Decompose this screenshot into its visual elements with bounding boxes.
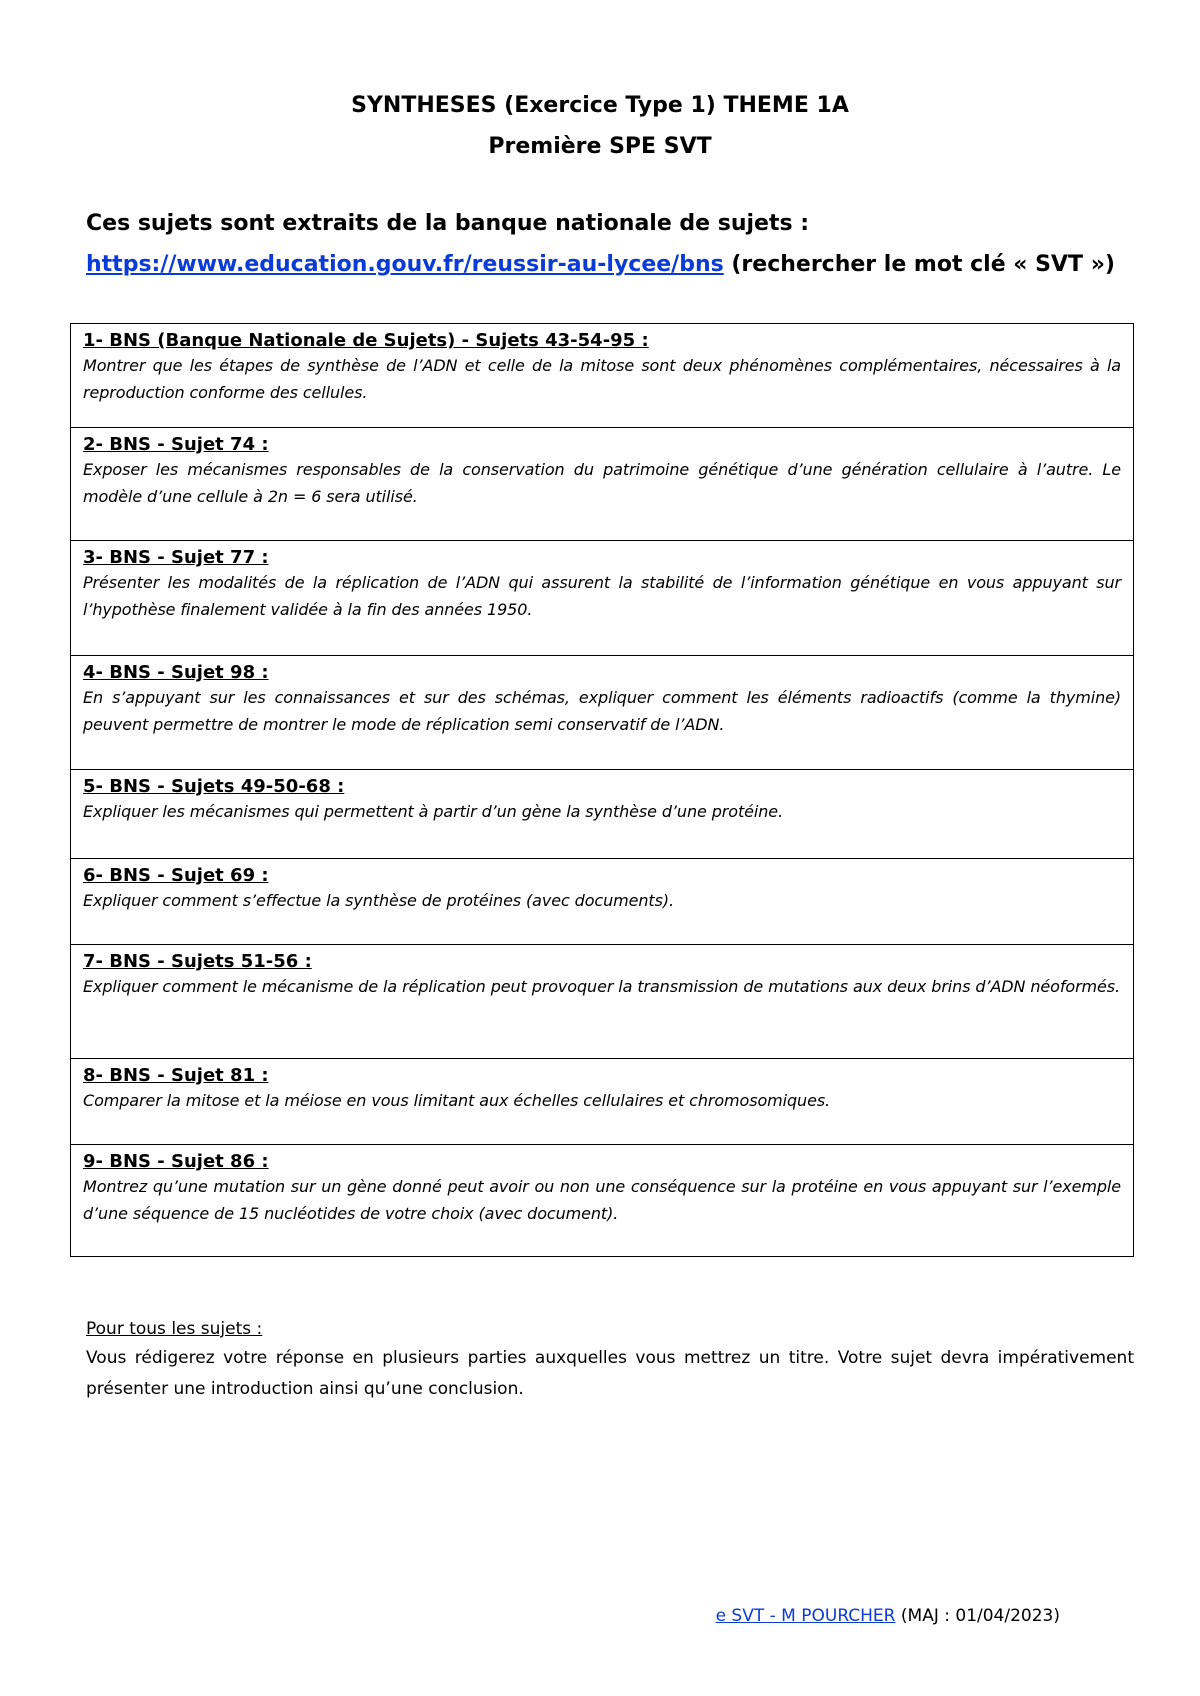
update-date: (MAJ : 01/04/2023)	[895, 1606, 1060, 1626]
subject-text: Présenter les modalités de la réplication de l’ADN qui assurent la stabilité de l’information génétique en vous appuyant sur l’hypothèse finalement validée à la fin des années 1950.	[83, 573, 1121, 619]
subject-text: Expliquer les mécanismes qui permettent à partir d’un gène la synthèse d’une protéine.	[83, 802, 783, 821]
subject-8	[71, 1059, 1133, 1145]
subject-7	[71, 945, 1133, 1059]
subject-heading: 6- BNS - Sujet 69 :	[83, 865, 269, 886]
subject-text: Exposer les mécanismes responsables de la conservation du patrimoine génétique d’une génération cellulaire à l’autre. Le modèle d’une cellule à 2n = 6 sera utilisé.	[83, 460, 1121, 506]
subject-1	[71, 324, 1133, 428]
subject-heading: 2- BNS - Sujet 74 :	[83, 434, 269, 455]
subject-text: En s’appuyant sur les connaissances et sur des schémas, expliquer comment les éléments radioactifs (comme la thymine) peuvent permettre de montrer le mode de réplication semi conservatif de l’ADN.	[83, 688, 1121, 734]
subject-heading: 9- BNS - Sujet 86 :	[83, 1151, 269, 1172]
subject-heading: 8- BNS - Sujet 81 :	[83, 1065, 269, 1086]
bns-link[interactable]: https://www.education.gouv.fr/reussir-au-lycee/bns	[86, 252, 724, 277]
intro-link-line	[86, 250, 1146, 280]
subject-text: Expliquer comment s’effectue la synthèse de protéines (avec documents).	[83, 891, 674, 910]
subject-text: Comparer la mitose et la méiose en vous limitant aux échelles cellulaires et chromosomiques.	[83, 1091, 831, 1110]
credit-line	[716, 1604, 1060, 1628]
subject-6	[71, 859, 1133, 945]
intro-text: Ces sujets sont extraits de la banque nationale de sujets :	[86, 211, 810, 236]
note-text: Vous rédigerez votre réponse en plusieurs parties auxquelles vous mettrez un titre. Votre sujet devra impérativement présenter une introduction ainsi qu’une conclusion.	[86, 1348, 1134, 1399]
author-link[interactable]: e SVT - M POURCHER	[715, 1606, 896, 1626]
subject-text: Montrez qu’une mutation sur un gène donné peut avoir ou non une conséquence sur la protéine en vous appuyant sur l’exemple d’une séquence de 15 nucléotides de votre choix (avec document).	[83, 1177, 1121, 1223]
subject-4	[71, 656, 1133, 770]
note-heading: Pour tous les sujets :	[86, 1319, 263, 1339]
subject-text: Expliquer comment le mécanisme de la réplication peut provoquer la transmission de mutations aux deux brins d’ADN néoformés.	[83, 977, 1121, 996]
subject-text: Montrer que les étapes de synthèse de l’ADN et celle de la mitose sont deux phénomènes complémentaires, nécessaires à la reproduction conforme des cellules.	[83, 356, 1121, 402]
subjects-table	[70, 323, 1134, 1257]
subject-heading: 3- BNS - Sujet 77 :	[83, 547, 269, 568]
subject-heading: 7- BNS - Sujets 51-56 :	[83, 951, 312, 972]
page-subtitle: Première SPE SVT	[488, 134, 712, 159]
subject-heading: 4- BNS - Sujet 98 :	[83, 662, 269, 683]
subject-heading: 1- BNS (Banque Nationale de Sujets) - Sujets 43-54-95 :	[83, 330, 649, 351]
subject-heading: 5- BNS - Sujets 49-50-68 :	[83, 776, 345, 797]
subject-9	[71, 1145, 1133, 1256]
link-hint: (rechercher le mot clé « SVT »)	[723, 252, 1115, 277]
subject-2	[71, 428, 1133, 541]
page-title: SYNTHESES (Exercice Type 1) THEME 1A	[351, 93, 849, 118]
subject-5	[71, 770, 1133, 859]
subject-3	[71, 541, 1133, 656]
